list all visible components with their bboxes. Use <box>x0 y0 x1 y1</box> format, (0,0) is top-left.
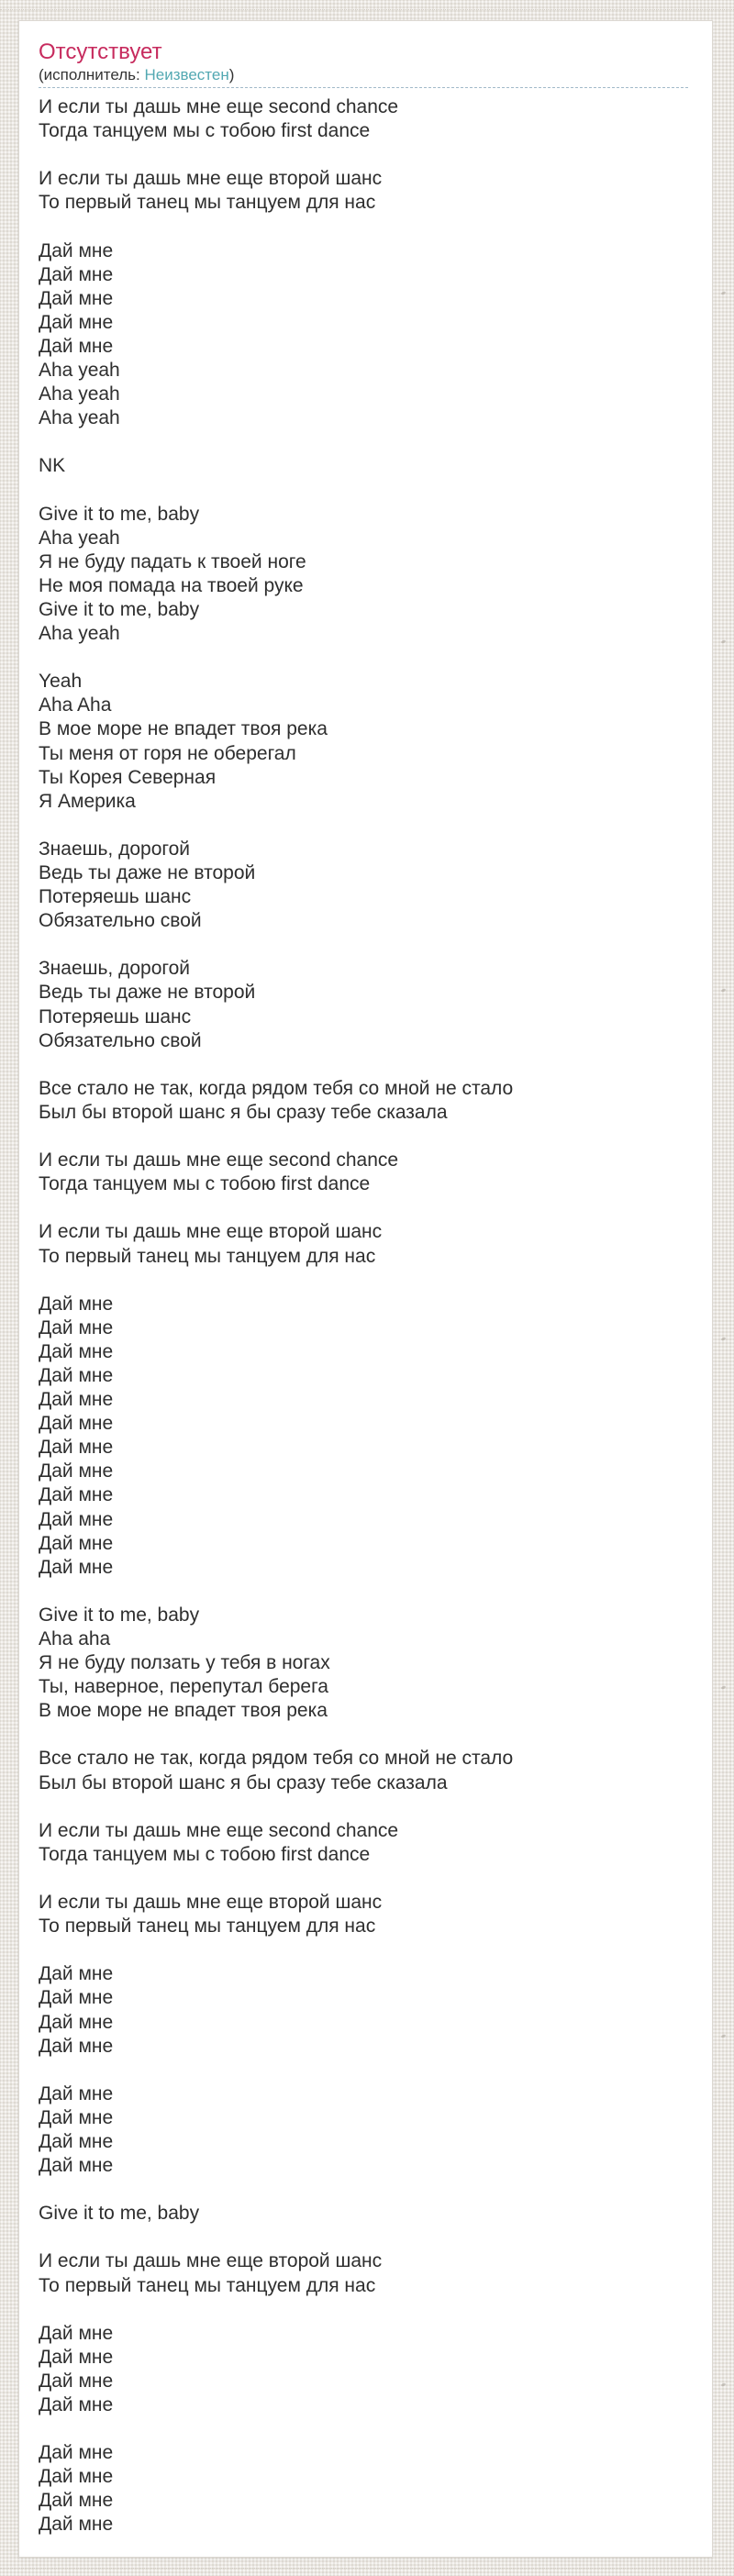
stanza <box>39 1077 694 1125</box>
lyric-line: Дай мне <box>39 2082 114 2104</box>
stanza <box>39 957 694 1052</box>
lyric-line: В мое море не впадет твоя река <box>39 718 328 740</box>
lyric-line: Ты Корея Северная <box>39 766 217 788</box>
artist-label: (исполнитель: <box>39 66 145 83</box>
lyric-line: Give it to me, baby <box>39 598 200 620</box>
lyric-line: Дай мне <box>39 2442 114 2464</box>
lyric-line: Дай мне <box>39 2322 114 2344</box>
lyric-line: Дай мне <box>39 1316 114 1338</box>
texture-speck <box>721 2382 727 2387</box>
lyric-line: Все стало не так, когда рядом тебя со мной не стало <box>39 1077 514 1099</box>
lyric-line: Ведь ты даже не второй <box>39 862 256 883</box>
song-title: Отсутствует <box>39 39 162 64</box>
lyric-line: Знаешь, дорогой <box>39 958 190 980</box>
stanza <box>39 1891 694 1938</box>
lyric-line: Дай мне <box>39 1484 114 1506</box>
stanza <box>39 95 694 143</box>
lyric-line: Дай мне <box>39 2466 114 2488</box>
lyric-line: Дай мне <box>39 2394 114 2415</box>
lyric-line: И если ты дашь мне еще второй шанс <box>39 1221 383 1243</box>
lyrics <box>39 95 694 2537</box>
lyric-line: Дай мне <box>39 335 114 357</box>
lyric-line: И если ты дашь мне еще second chance <box>39 1819 399 1841</box>
lyric-line: Дай мне <box>39 2035 114 2057</box>
lyric-line: Дай мне <box>39 1963 114 1985</box>
lyric-line: Тогда танцуем мы с тобою first dance <box>39 1843 371 1865</box>
lyric-line: Дай мне <box>39 2346 114 2368</box>
lyric-line: Aha yeah <box>39 383 120 405</box>
stanza <box>39 1220 694 1268</box>
lyric-line: Дай мне <box>39 2130 114 2152</box>
lyric-line: Дай мне <box>39 1389 114 1411</box>
lyric-line: И если ты дашь мне еще second chance <box>39 96 399 117</box>
lyric-line: И если ты дашь мне еще второй шанс <box>39 1892 383 1914</box>
stanza <box>39 2082 694 2178</box>
lyric-line: Я не буду падать к твоей ноге <box>39 550 306 572</box>
stanza <box>39 1293 694 1580</box>
stanza <box>39 2322 694 2417</box>
stanza <box>39 1747 694 1794</box>
texture-speck <box>721 2034 727 2038</box>
lyric-line: Дай мне <box>39 1460 114 1482</box>
stanza <box>39 167 694 215</box>
texture-speck <box>721 291 727 295</box>
lyric-line: Give it to me, baby <box>39 503 200 525</box>
lyric-line: Aha yeah <box>39 527 120 549</box>
lyric-line: Дай мне <box>39 2106 114 2128</box>
lyric-line: Был бы второй шанс я бы сразу тебе сказала <box>39 1771 448 1793</box>
texture-speck <box>721 1685 727 1690</box>
lyric-line: Я Америка <box>39 790 136 812</box>
lyric-line: NK <box>39 455 66 477</box>
stanza <box>39 2202 694 2226</box>
dashed-separator <box>39 87 688 88</box>
lyric-line: Все стало не так, когда рядом тебя со мной не стало <box>39 1748 514 1770</box>
lyric-line: Дай мне <box>39 1437 114 1459</box>
lyric-line: То первый танец мы танцуем для нас <box>39 1915 376 1938</box>
lyric-line: Дай мне <box>39 239 114 261</box>
lyric-line: Aha aha <box>39 1628 111 1649</box>
lyric-line: Дай мне <box>39 1340 114 1362</box>
lyric-line: Дай мне <box>39 1293 114 1315</box>
lyric-line: Дай мне <box>39 1532 114 1554</box>
stanza <box>39 670 694 814</box>
background-texture-seam-top <box>0 9 734 10</box>
lyric-line: И если ты дашь мне еще second chance <box>39 1149 399 1171</box>
lyric-line: Обязательно свой <box>39 910 202 932</box>
stanza <box>39 1962 694 2058</box>
texture-speck <box>721 1337 727 1341</box>
lyric-line: Дай мне <box>39 287 114 309</box>
lyric-line: Не моя помада на твоей руке <box>39 574 304 596</box>
lyric-line: Ты, наверное, перепутал берега <box>39 1676 328 1698</box>
stanza <box>39 1149 694 1196</box>
artist-suffix: ) <box>228 66 235 83</box>
stanza <box>39 239 694 431</box>
lyric-line: Потеряешь шанс <box>39 1005 192 1027</box>
lyric-line: Aha yeah <box>39 360 120 382</box>
lyric-line: То первый танец мы танцуем для нас <box>39 2274 376 2296</box>
lyric-line: Дай мне <box>39 1364 114 1386</box>
stanza <box>39 1819 694 1867</box>
lyric-line: Дай мне <box>39 2490 114 2512</box>
lyric-line: Ведь ты даже не второй <box>39 982 256 1004</box>
stanza <box>39 2441 694 2537</box>
lyric-line: Aha yeah <box>39 407 120 429</box>
stanza <box>39 1604 694 1723</box>
lyric-line: Был бы второй шанс я бы сразу тебе сказала <box>39 1101 448 1123</box>
artist-link[interactable]: Неизвестен <box>144 66 229 83</box>
artist-line <box>39 66 234 84</box>
texture-speck <box>721 988 727 993</box>
lyric-line: Ты меня от горя не оберегал <box>39 742 296 764</box>
stanza <box>39 838 694 933</box>
lyric-line: Дай мне <box>39 311 114 333</box>
lyric-line: Aha Aha <box>39 694 112 716</box>
lyric-line: Дай мне <box>39 2370 114 2392</box>
lyric-line: Дай мне <box>39 1413 114 1435</box>
lyric-line: Give it to me, baby <box>39 2203 200 2225</box>
lyric-line: Я не буду ползать у тебя в ногах <box>39 1652 330 1674</box>
lyrics-content-card <box>18 20 713 2558</box>
lyric-line: В мое море не впадет твоя река <box>39 1700 328 1722</box>
lyric-line: Дай мне <box>39 2514 114 2536</box>
lyric-line: Yeah <box>39 671 83 693</box>
background-texture-seam-bottom <box>0 2568 734 2569</box>
lyric-line: Дай мне <box>39 2155 114 2177</box>
lyric-line: Потеряешь шанс <box>39 886 192 908</box>
lyric-line: Aha yeah <box>39 623 120 645</box>
stanza <box>39 503 694 647</box>
lyric-line: Give it to me, baby <box>39 1604 200 1626</box>
lyric-line: Дай мне <box>39 2011 114 2033</box>
lyric-line: Знаешь, дорогой <box>39 838 190 860</box>
lyric-line: Тогда танцуем мы с тобою first dance <box>39 120 371 142</box>
stanza <box>39 454 694 478</box>
lyric-line: И если ты дашь мне еще второй шанс <box>39 168 383 190</box>
texture-speck <box>721 639 727 644</box>
stanza <box>39 2249 694 2297</box>
lyric-line: То первый танец мы танцуем для нас <box>39 1245 376 1267</box>
lyric-line: И если ты дашь мне еще второй шанс <box>39 2250 383 2272</box>
lyric-line: Дай мне <box>39 1508 114 1530</box>
lyric-line: Дай мне <box>39 263 114 285</box>
lyric-line: Обязательно свой <box>39 1029 202 1051</box>
lyric-line: Дай мне <box>39 1556 114 1578</box>
lyric-line: Дай мне <box>39 1987 114 2009</box>
lyric-line: То первый танец мы танцуем для нас <box>39 192 376 214</box>
lyric-line: Тогда танцуем мы с тобою first dance <box>39 1173 371 1195</box>
